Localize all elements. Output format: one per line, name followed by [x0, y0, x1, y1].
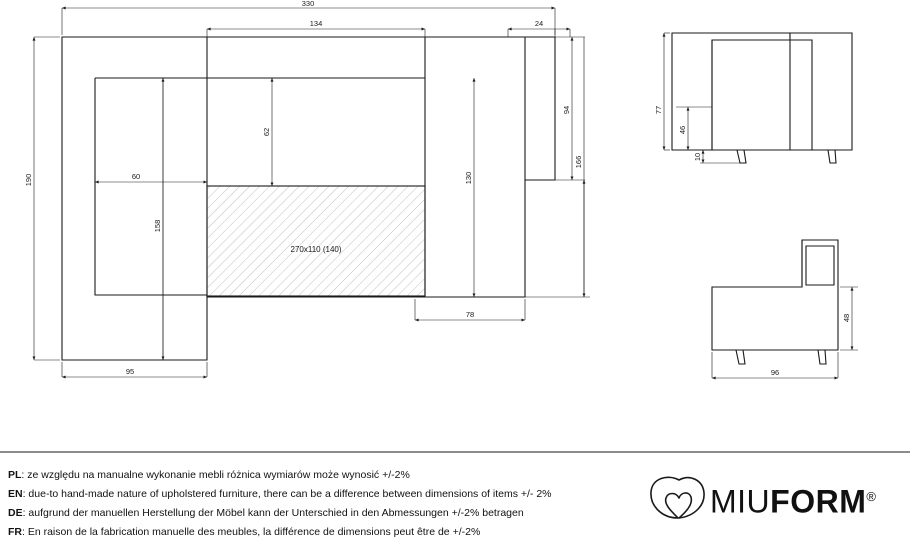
legend-row-en — [8, 485, 638, 504]
brand-registered-mark: ® — [866, 489, 877, 504]
dim-overall-depth: 190 — [24, 173, 33, 187]
legend-code-en: EN — [8, 488, 23, 500]
sleeping-area — [207, 186, 425, 296]
bed-size-label: 270x110 (140) — [290, 245, 342, 254]
dim-side-depth: 96 — [770, 368, 780, 377]
legend-row-pl — [8, 466, 638, 485]
heart-cloud-icon — [648, 474, 708, 522]
brand-name — [710, 474, 876, 525]
dim-total-height: 77 — [654, 105, 663, 115]
legend-text-pl: : ze względu na manualne wykonanie mebli różnica wymiarów może wynosić +/-2% — [21, 469, 410, 481]
dim-seat-depth-right: 130 — [464, 171, 473, 185]
dim-left-base-width: 95 — [125, 367, 135, 376]
legend-text-de: : aufgrund der manuellen Herstellung der Möbel kann der Unterschied in den Abmessungen +/-2% betragen — [22, 507, 524, 519]
dim-right-base-width: 78 — [465, 310, 475, 319]
dim-left-arm-inner: 60 — [131, 172, 141, 181]
dim-seat-width: 134 — [309, 19, 323, 28]
legend-text-fr: : En raison de la fabrication manuelle des meubles, la différence de dimensions peut être de +/-2% — [22, 526, 481, 538]
dim-leg-height: 10 — [693, 152, 702, 162]
dim-right-back-depth: 94 — [562, 105, 571, 115]
dim-chaise-depth: 158 — [153, 219, 162, 233]
dim-seat-back-height: 46 — [678, 125, 687, 135]
brand-logo — [648, 474, 898, 534]
legend-text-en: : due-to hand-made nature of upholstered furniture, there can be a difference between dimensions of items +/- 2% — [22, 488, 552, 500]
brand-name-bold: FORM — [770, 483, 867, 520]
legend-code-de: DE — [8, 507, 23, 519]
dim-right-side-depth: 166 — [574, 155, 583, 169]
legend-code-pl: PL — [8, 469, 22, 481]
dim-seat-depth-upper: 62 — [262, 127, 271, 137]
side-view-outline — [712, 240, 838, 350]
dim-seat-height: 48 — [842, 313, 851, 323]
front-view-outline — [672, 33, 852, 150]
legend-code-fr: FR — [8, 526, 22, 538]
brand-name-light: MIU — [710, 483, 771, 520]
legend-row-de — [8, 504, 638, 523]
dim-overall-width: 330 — [301, 0, 315, 8]
dim-right-arm-width: 24 — [534, 19, 544, 28]
legend-row-fr — [8, 523, 638, 542]
legend-block — [8, 466, 638, 542]
